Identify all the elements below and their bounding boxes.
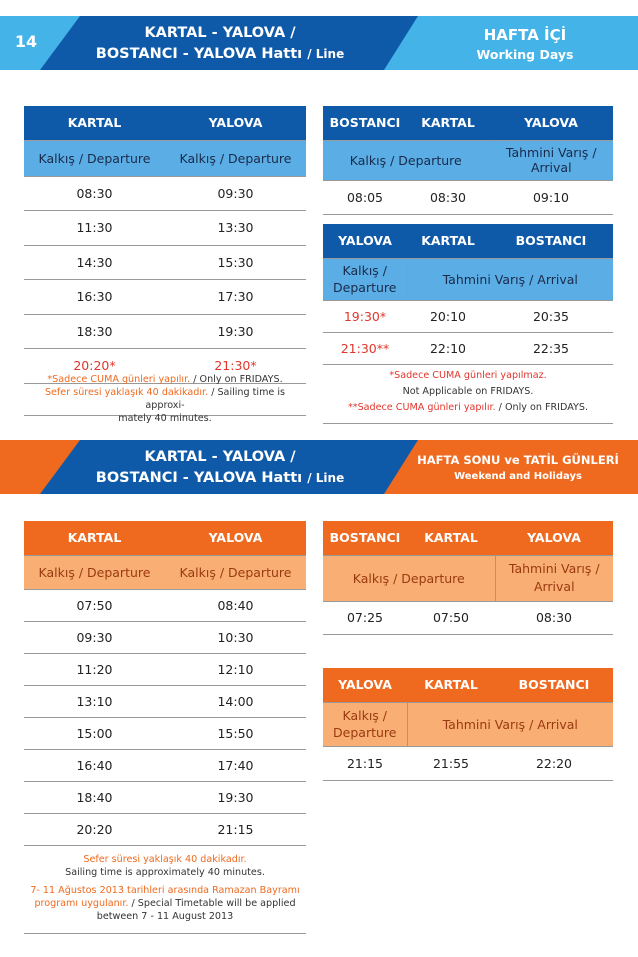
time-cell: 11:20 [24,653,165,685]
period-tab-weekend [380,440,638,494]
weekend-header [0,440,638,494]
note-sailing-tr: Sefer süresi yaklaşık 40 dakikadır. [44,387,209,398]
line-title-route: BOSTANCI - YALOVA Hattı [95,470,303,486]
time-cell: 17:30 [165,280,306,315]
weekend-bostanci-table [323,521,613,635]
note-holiday-en-cont: between 7 - 11 August 2013 [96,911,234,922]
col-header-bostanci: BOSTANCI [495,668,613,702]
time-cell: 21:15 [323,746,407,780]
col-header-kartal: KARTAL [407,668,495,702]
col-header-kartal: KARTAL [407,224,489,258]
col-header-yalova: YALOVA [165,521,306,555]
time-cell: 12:10 [165,653,306,685]
time-cell: 13:10 [24,685,165,717]
subheader-departure: Kalkış / Departure [24,140,165,176]
note-sailing-en-cont: mately 40 minutes. [118,413,212,424]
line-title-line2 [50,46,390,62]
table-row [24,781,306,813]
period-title: HAFTA SONU ve TATİL GÜNLERİ [417,453,619,467]
time-cell: 20:10 [407,300,489,332]
time-cell: 16:30 [24,280,165,315]
time-cell: 11:30 [24,211,165,246]
time-cell: 13:30 [165,211,306,246]
col-header-kartal: KARTAL [407,521,495,555]
time-cell-friday-only: 20:20* [24,349,165,384]
time-cell-friday-only: 21:30* [165,349,306,384]
table-row [24,211,306,246]
time-cell: 08:30 [495,601,613,634]
subheader-departure: Kalkış / Departure [165,140,306,176]
subheader-departure: Kalkış / Departure [323,555,495,601]
note-friday-en: / Only on FRIDAYS. [495,402,589,413]
table-row [24,621,306,653]
time-cell-friday-only: 21:30** [323,332,407,364]
time-cell: 20:20 [24,813,165,845]
table-row [24,653,306,685]
time-cell: 08:05 [323,180,407,214]
note-sailing-en: Sailing time is approximately 40 minutes. [65,867,265,878]
time-cell: 15:50 [165,717,306,749]
col-header-yalova: YALOVA [495,521,613,555]
weekend-kartal-yalova-note [24,846,306,934]
time-cell: 22:10 [407,332,489,364]
table-row [323,300,613,332]
time-cell: 14:00 [165,685,306,717]
page-number: 14 [14,32,38,51]
time-cell: 09:10 [489,180,613,214]
table-row [323,746,613,780]
table-row [24,280,306,315]
weekdays-yalova-note [323,364,613,424]
subheader-arrival: Tahmini Varış / Arrival [489,140,613,180]
col-header-yalova: YALOVA [323,224,407,258]
col-header-bostanci: BOSTANCI [323,521,407,555]
table-row [24,749,306,781]
weekdays-kartal-yalova-table [24,106,306,384]
subheader-departure: Kalkış / Departure [24,555,165,589]
line-title-line1: KARTAL - YALOVA / [144,449,296,465]
note-friday-tr: *Sadece CUMA günleri yapılır. [47,374,191,385]
note-sailing-en: / Sailing time is approxi- [145,387,286,411]
time-cell: 21:15 [165,813,306,845]
period-subtitle: Weekend and Holidays [454,471,582,482]
time-cell: 09:30 [24,621,165,653]
time-cell: 08:30 [24,176,165,211]
time-cell-friday-only: 19:30* [323,300,407,332]
time-cell: 07:50 [407,601,495,634]
subheader-departure: Kalkış / Departure [165,555,306,589]
time-cell: 22:20 [495,746,613,780]
time-cell: 18:40 [24,781,165,813]
time-cell: 22:35 [489,332,613,364]
time-cell: 19:30 [165,781,306,813]
subheader-departure: Kalkış / Departure [323,140,489,180]
table-row [24,314,306,349]
time-cell: 14:30 [24,245,165,280]
line-title-line1: KARTAL - YALOVA / [144,25,296,41]
time-cell: 18:30 [24,314,165,349]
table-row [24,813,306,845]
table-row [24,685,306,717]
weekend-kartal-yalova-table [24,521,306,846]
note-holiday-tr-cont: programı uygulanır. [34,898,129,909]
time-cell: 21:55 [407,746,495,780]
time-cell: 17:40 [165,749,306,781]
subheader-departure: Kalkış / Departure [323,702,407,746]
col-header-kartal: KARTAL [24,106,165,140]
note-sailing-tr: Sefer süresi yaklaşık 40 dakikadır. [83,854,247,865]
weekdays-kartal-yalova-note [24,366,306,424]
col-header-yalova: YALOVA [165,106,306,140]
time-cell: 16:40 [24,749,165,781]
col-header-yalova: YALOVA [489,106,613,140]
col-header-bostanci: BOSTANCI [323,106,407,140]
time-cell: 08:40 [165,589,306,621]
note-friday-tr: **Sadece CUMA günleri yapılır. [347,402,496,413]
table-row [24,245,306,280]
time-cell: 07:50 [24,589,165,621]
time-cell: 08:30 [407,180,489,214]
time-cell: 20:35 [489,300,613,332]
time-cell: 15:30 [165,245,306,280]
note-not-friday-tr: *Sadece CUMA günleri yapılmaz. [389,370,547,381]
note-friday-en: / Only on FRIDAYS. [190,374,283,385]
subheader-departure: Kalkış / Departure [323,258,407,300]
col-header-kartal: KARTAL [407,106,489,140]
col-header-yalova: YALOVA [323,668,407,702]
col-header-kartal: KARTAL [24,521,165,555]
col-header-bostanci: BOSTANCI [489,224,613,258]
table-row [24,589,306,621]
period-title: HAFTA İÇİ [483,26,567,44]
subheader-arrival: Tahmini Varış / Arrival [407,258,613,300]
table-row [24,176,306,211]
period-subtitle: Working Days [476,47,574,62]
table-row [323,180,613,214]
note-holiday-en: / Special Timetable will be applied [128,898,296,909]
time-cell: 15:00 [24,717,165,749]
line-title-suffix: / Line [307,47,345,61]
time-cell: 10:30 [165,621,306,653]
weekdays-bostanci-table [323,106,613,215]
table-row [323,332,613,364]
time-cell: 19:30 [165,314,306,349]
subheader-arrival: Tahmini Varış / Arrival [495,555,613,601]
table-row [323,601,613,634]
weekdays-header [0,16,638,70]
time-cell: 09:30 [165,176,306,211]
weekend-yalova-table [323,668,613,781]
line-title-line2 [50,470,390,486]
time-cell: 07:25 [323,601,407,634]
table-row [24,717,306,749]
subheader-arrival: Tahmini Varış / Arrival [407,702,613,746]
line-title-route: BOSTANCI - YALOVA Hattı [95,46,303,62]
line-title-suffix: / Line [307,471,345,485]
note-holiday-tr: 7- 11 Ağustos 2013 tarihleri arasında Ramazan Bayramı [30,885,300,896]
note-not-friday-en: Not Applicable on FRIDAYS. [402,386,534,397]
weekdays-yalova-table [323,224,613,365]
